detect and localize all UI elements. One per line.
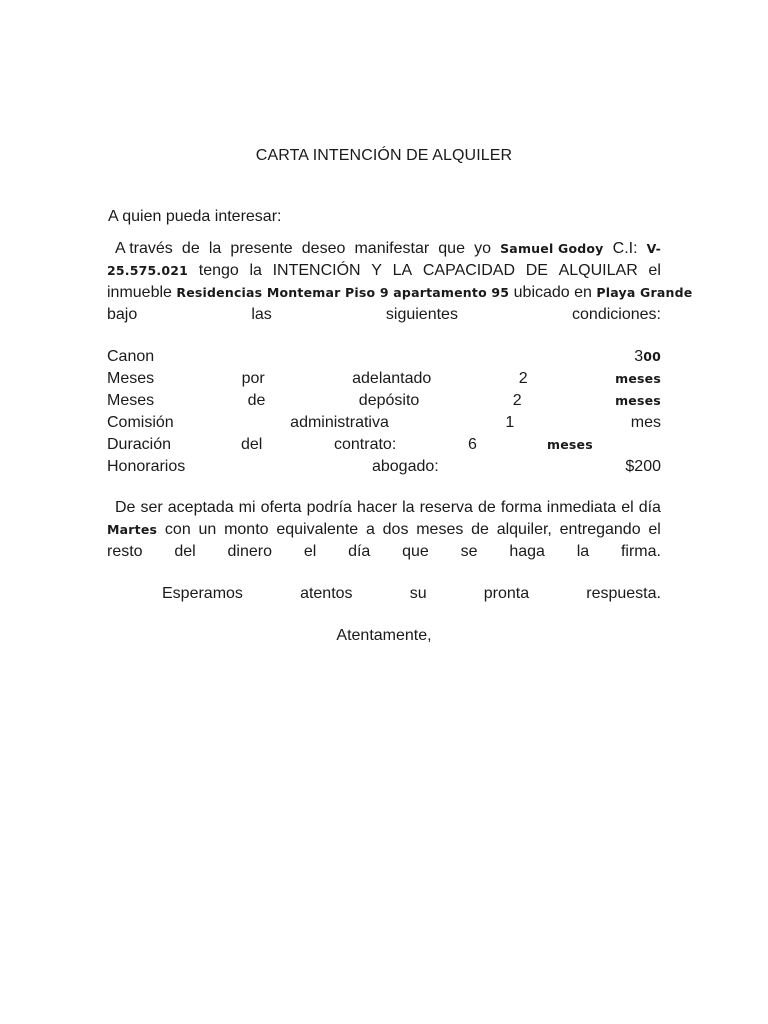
text-word: firma. — [620, 543, 661, 560]
text-word: entregando — [559, 521, 641, 538]
text-word: ALQUILAR — [558, 262, 638, 279]
text-word: resto — [107, 543, 143, 560]
ci-prefix: V- — [646, 241, 661, 256]
text-word: presente — [230, 240, 293, 257]
text-word: siguientes — [385, 306, 458, 323]
ci-number: 25.575.021 — [107, 263, 189, 278]
paragraph-line — [107, 282, 693, 304]
condition-word: Honorarios — [107, 458, 186, 475]
condition-value: $200 — [625, 458, 661, 475]
ci-label: C.I: — [612, 240, 638, 257]
text-word: la — [576, 543, 590, 560]
text-word: De — [115, 499, 136, 516]
text-word: la — [208, 240, 222, 257]
text-word: dos — [382, 521, 409, 538]
text-word: de — [477, 499, 496, 516]
condition-number: 2 — [512, 392, 522, 409]
paragraph-line — [107, 541, 661, 563]
text-word: su — [409, 585, 427, 602]
text-word: A través — [115, 240, 173, 257]
text-word: aceptada — [167, 499, 234, 516]
paragraph-line — [107, 304, 661, 326]
condition-number: 6 — [468, 436, 477, 453]
text-word: mi — [238, 499, 256, 516]
intent-paragraph — [107, 238, 693, 326]
text-word: atentos — [300, 585, 353, 602]
text-word: ser — [140, 499, 163, 516]
text-word: pronta — [483, 585, 530, 602]
text-word: a — [365, 521, 375, 538]
condition-number: 2 — [518, 370, 528, 387]
condition-word: Meses — [107, 370, 155, 387]
text-word: de — [181, 240, 200, 257]
condition-unit: mes — [630, 414, 661, 431]
text-word: día — [638, 499, 661, 516]
text-word: dinero — [227, 543, 273, 560]
text-word: el — [648, 262, 661, 279]
condition-word: administrativa — [290, 414, 389, 431]
value-digits-bold: 00 — [643, 349, 661, 364]
offer-paragraph — [107, 497, 661, 563]
text-word: LA — [392, 262, 413, 279]
property-location: Playa Grande — [596, 285, 693, 300]
text-word: se — [460, 543, 478, 560]
text-word: alquiler, — [496, 521, 552, 538]
condition-word: Comisión — [107, 414, 174, 431]
condition-unit: meses — [547, 437, 593, 452]
paragraph-line — [107, 238, 661, 260]
text-word: INTENCIÓN — [272, 262, 361, 279]
text-word: inmueble — [107, 284, 172, 301]
text-word: el — [621, 499, 634, 516]
text-word: el — [648, 521, 661, 538]
closing-line — [162, 583, 661, 605]
value-digit: 3 — [634, 348, 644, 365]
condition-word: por — [241, 370, 265, 387]
text-word: monto — [224, 521, 269, 538]
condition-word: depósito — [358, 392, 420, 409]
text-word: la — [249, 262, 262, 279]
condition-row-canon — [107, 346, 661, 368]
conditions-list — [107, 346, 661, 478]
paragraph-line — [107, 260, 661, 282]
text-word: la — [402, 499, 415, 516]
condition-label: Canon — [107, 348, 155, 365]
condition-row-deposito — [107, 390, 661, 412]
condition-word: adelantado — [352, 370, 432, 387]
property-name: Residencias Montemar Piso 9 apartamento 95 — [176, 285, 510, 300]
condition-value — [634, 346, 661, 368]
text-word: reserva — [419, 499, 473, 516]
condition-unit: meses — [615, 393, 661, 408]
text-word: que — [438, 240, 465, 257]
condition-word: abogado: — [371, 458, 439, 475]
payment-day: Martes — [107, 522, 158, 537]
text-word: podría — [306, 499, 352, 516]
text-word: bajo — [107, 306, 138, 323]
text-word: hacer — [357, 499, 398, 516]
text-word: equivalente — [276, 521, 359, 538]
text-word: oferta — [260, 499, 302, 516]
text-word: el — [303, 543, 317, 560]
condition-word: Duración — [107, 436, 172, 453]
text-word: yo — [474, 240, 491, 257]
text-word: deseo — [301, 240, 346, 257]
condition-word: Meses — [107, 392, 155, 409]
text-word: Y — [371, 262, 382, 279]
condition-row-duracion — [107, 434, 661, 456]
paragraph-line — [107, 497, 661, 519]
text-word: un — [198, 521, 217, 538]
text-word: con — [164, 521, 191, 538]
text-word: del — [174, 543, 196, 560]
paragraph-line — [107, 519, 661, 541]
condition-unit: meses — [615, 371, 661, 386]
condition-word: contrato: — [334, 436, 397, 453]
text-word: ubicado en — [513, 284, 592, 301]
text-word: tengo — [198, 262, 239, 279]
condition-word: de — [247, 392, 266, 409]
greeting: A quien pueda interesar: — [108, 208, 282, 225]
text-word: haga — [509, 543, 545, 560]
text-word: CAPACIDAD — [422, 262, 516, 279]
condition-row-adelantado — [107, 368, 661, 390]
condition-word: del — [241, 436, 263, 453]
text-word: que — [402, 543, 429, 560]
text-word: condiciones: — [572, 306, 661, 323]
text-word: respuesta. — [586, 585, 661, 602]
tenant-name: Samuel Godoy — [500, 241, 604, 256]
text-word: día — [348, 543, 371, 560]
text-word: inmediata — [546, 499, 617, 516]
text-word: DE — [525, 262, 548, 279]
condition-row-honorarios — [107, 456, 661, 478]
document-title: CARTA INTENCIÓN DE ALQUILER — [255, 147, 513, 164]
text-word: meses — [416, 521, 464, 538]
text-word: manifestar — [354, 240, 430, 257]
text-word: Esperamos — [162, 585, 243, 602]
text-word: las — [251, 306, 272, 323]
condition-row-comision — [107, 412, 661, 434]
text-word: de — [471, 521, 489, 538]
text-word: forma — [500, 499, 542, 516]
signoff: Atentamente, — [336, 627, 432, 644]
condition-number: 1 — [505, 414, 515, 431]
